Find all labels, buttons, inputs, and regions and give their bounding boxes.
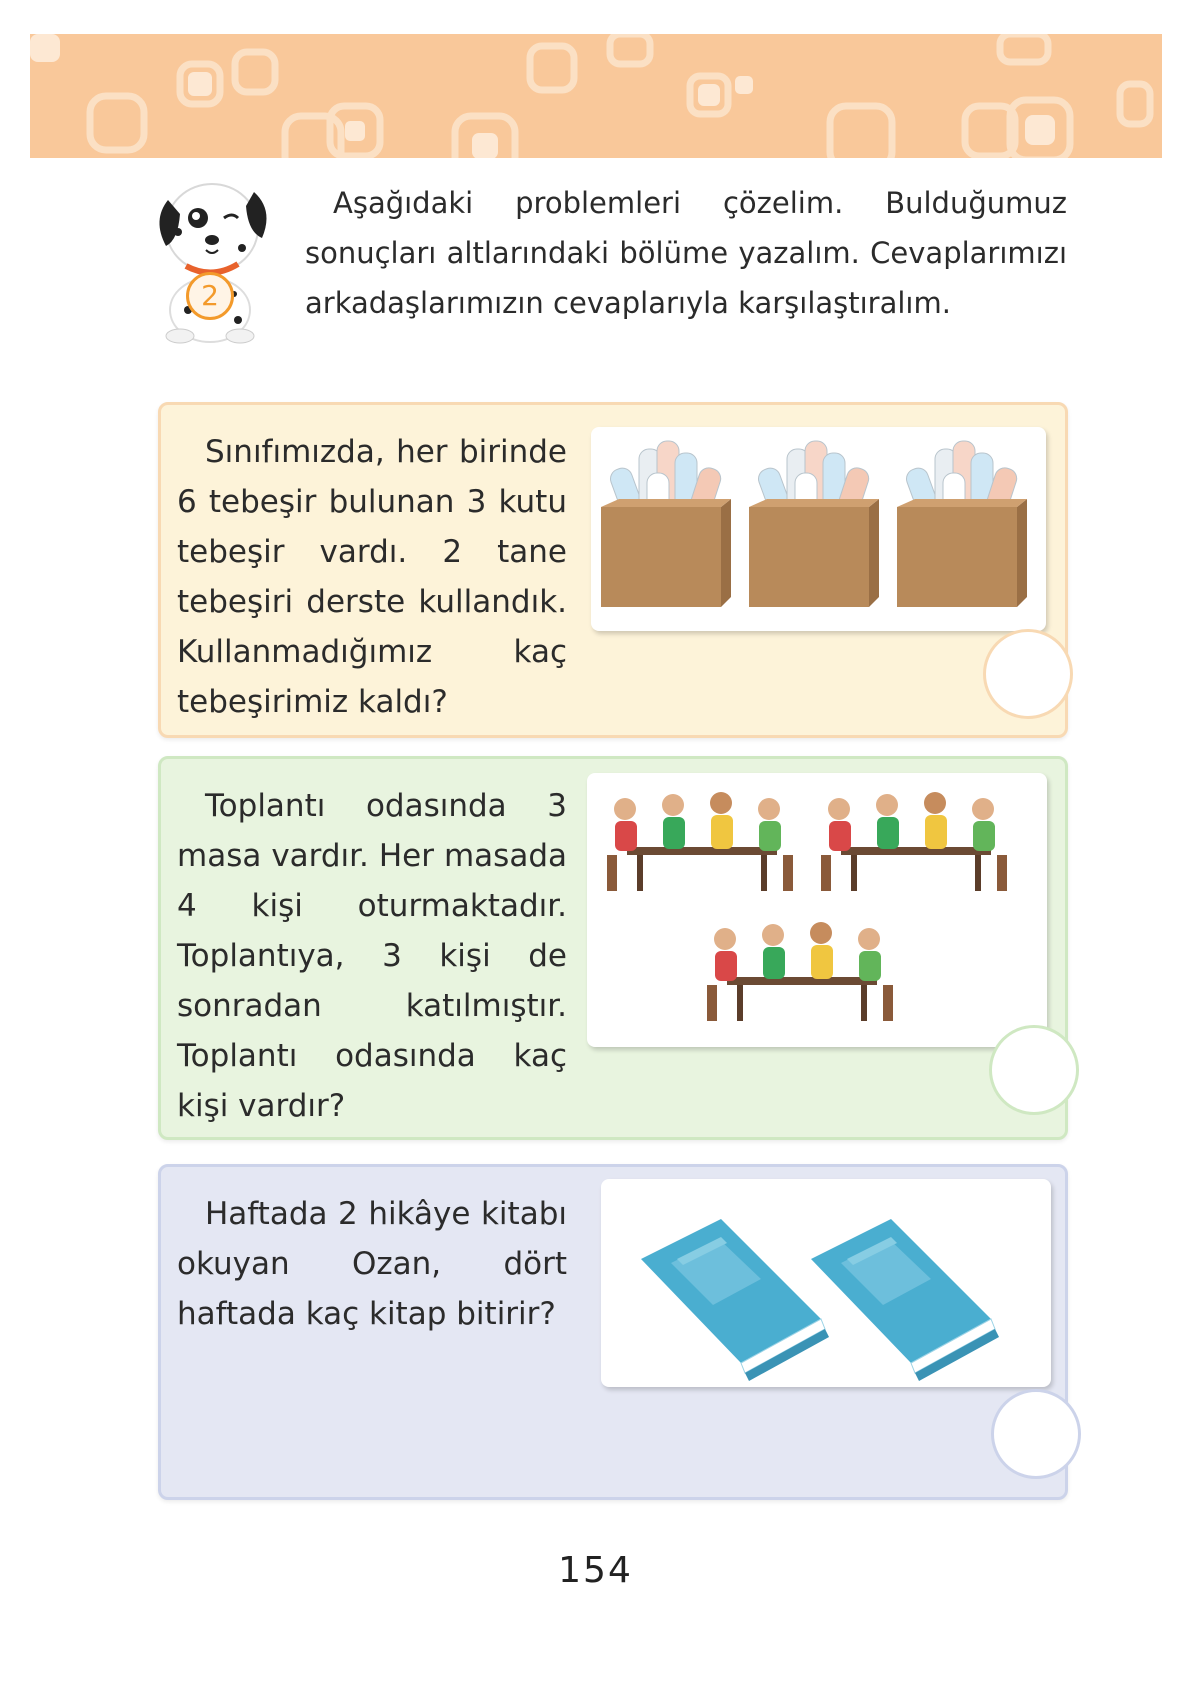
meeting-tables-image: [587, 773, 1047, 1047]
problem-text: Toplantı odasında 3 masa vardır. Her masada 4 kişi oturmaktadır. Toplantıya, 3 kişi de sonradan katılmıştır. Toplantı odasında kaç kişi vardır?: [177, 788, 567, 1124]
page-number: 154: [558, 1550, 633, 1591]
problem-text-container: [177, 781, 567, 1131]
answer-circle[interactable]: [989, 1025, 1079, 1115]
problem-card-meeting: [158, 756, 1068, 1140]
dalmatian-mascot: [150, 170, 280, 345]
header-banner: [30, 34, 1162, 158]
problem-text: Haftada 2 hikâye kitabı okuyan Ozan, dört haftada kaç kitap bitirir?: [177, 1196, 567, 1332]
answer-circle[interactable]: [991, 1389, 1081, 1479]
problem-text: Sınıfımızda, her birinde 6 tebeşir bulunan 3 kutu tebeşir vardı. 2 tane tebeşiri derste kullandık. Kullanmadığımız kaç tebeşirimiz kaldı?: [177, 434, 567, 720]
blue-books-image: [601, 1179, 1051, 1387]
problem-text-container: [177, 427, 567, 727]
instructions: [305, 178, 1067, 328]
problem-text-container: [177, 1189, 567, 1339]
instructions-text: Aşağıdaki problemleri çözelim. Bulduğumuz sonuçları altlarındaki bölüme yazalım. Cevaplarımızı arkadaşlarımızın cevaplarıyla karşılaştıralım.: [305, 186, 1067, 320]
problem-card-books: [158, 1164, 1068, 1500]
problem-card-chalk: [158, 402, 1068, 738]
problem-number-badge: 2: [186, 272, 234, 320]
chalk-boxes-image: [591, 427, 1046, 631]
answer-circle[interactable]: [983, 629, 1073, 719]
banner-pattern: [30, 34, 1162, 158]
